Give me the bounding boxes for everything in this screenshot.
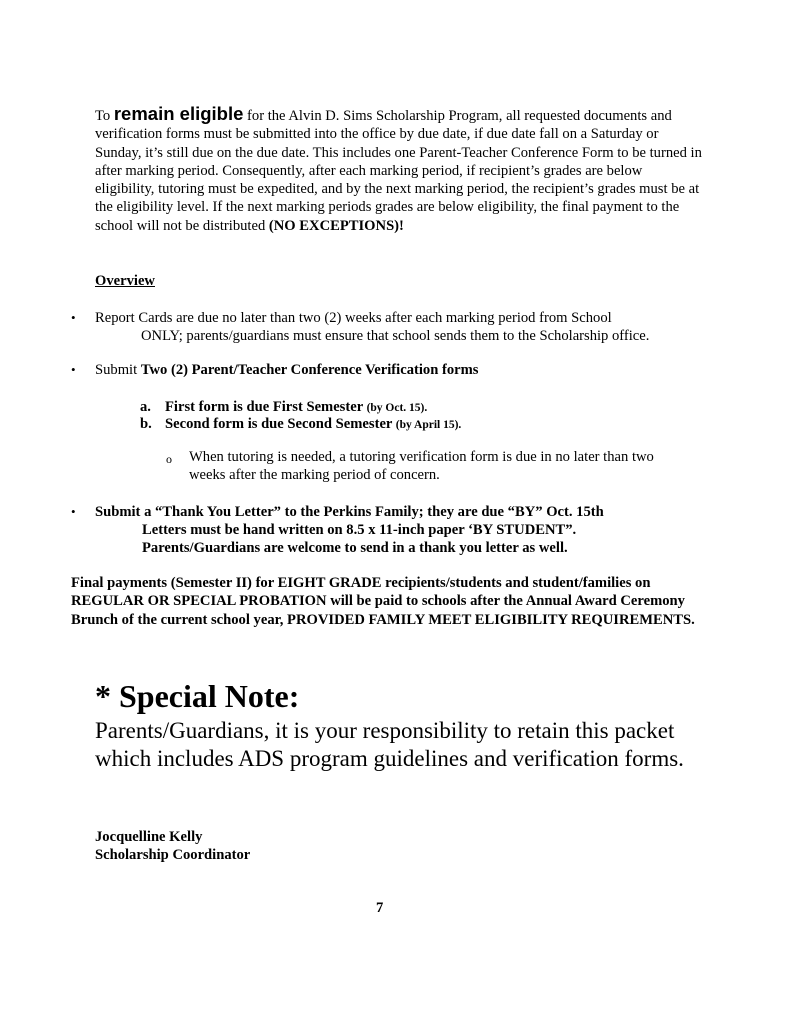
special-note-line-1: Parents/Guardians, it is your responsibility to retain this packet [95,718,675,743]
tutoring-line-1: When tutoring is needed, a tutoring verification form is due in no later than two [189,449,654,465]
intro-paragraph [95,105,705,235]
bullet-icon: • [71,504,76,519]
signature-title: Scholarship Coordinator [95,847,251,863]
page-number: 7 [376,900,384,916]
thank-you-line-3: Parents/Guardians are welcome to send in a thank you letter as well. [142,540,568,556]
report-cards-line-2: ONLY; parents/guardians must ensure that school sends them to the Scholarship office. [141,328,650,344]
thank-you-line-1: Submit a “Thank You Letter” to the Perkins Family; they are due “BY” Oct. 15th [95,504,604,520]
form-item-a-letter: a. [140,399,151,415]
form-item-b [140,415,461,434]
tutoring-line-2: weeks after the marking period of concern. [189,467,440,483]
form-item-b-letter: b. [140,416,152,432]
overview-heading: Overview [95,273,155,289]
bullet-icon: • [71,310,76,325]
intro-body: for the Alvin D. Sims Scholarship Program, all requested documents and verification forms must be submitted into the office by due date, if due date fall on a Saturday or Sunday, it’s still due on the due date. This includes one Parent-Teacher Conference Form to be turned in after marking period. Consequently, after each marking period, if recipient’s grades are below eligibility, tutoring must be expedited, and by the next marking period, the recipient’s grades must be at the eligibility level. If the next marking periods grades are below eligibility, the final payment to the school will not be distributed [95,108,702,234]
signature-name: Jocquelline Kelly [95,829,203,845]
report-cards-line-1: Report Cards are due no later than two (2) weeks after each marking period from School [95,310,612,326]
special-note-heading: * Special Note: [95,678,300,714]
submit-forms-prefix: Submit [95,362,141,378]
intro-closing: (NO EXCEPTIONS)! [268,217,404,234]
remain-eligible-emphasis: remain eligible [113,103,244,124]
bullet-icon: • [71,362,76,377]
form-item-a-text: First form is due First Semester [165,399,367,415]
final-payments-paragraph: Final payments (Semester II) for EIGHT GRADE recipients/students and student/families on REGULAR OR SPECIAL PROBATION will be paid to schools after the Annual Award Ceremony Brunch of the current school year, PROVIDED FAMILY MEET ELIGIBILITY REQUIREMENTS. [71,575,695,628]
submit-forms-bold: Two (2) Parent/Teacher Conference Verification forms [140,362,479,378]
form-item-b-note: (by April 15). [395,419,462,431]
circle-bullet-icon: o [166,452,172,466]
special-note-line-2: which includes ADS program guidelines and verification forms. [95,746,684,771]
thank-you-line-2: Letters must be hand written on 8.5 x 11-inch paper ‘BY STUDENT”. [142,522,577,538]
intro-to: To [95,108,114,124]
form-item-a-note: (by Oct. 15). [366,402,428,414]
form-item-b-text: Second form is due Second Semester [165,416,396,432]
submit-forms-line [95,361,478,379]
